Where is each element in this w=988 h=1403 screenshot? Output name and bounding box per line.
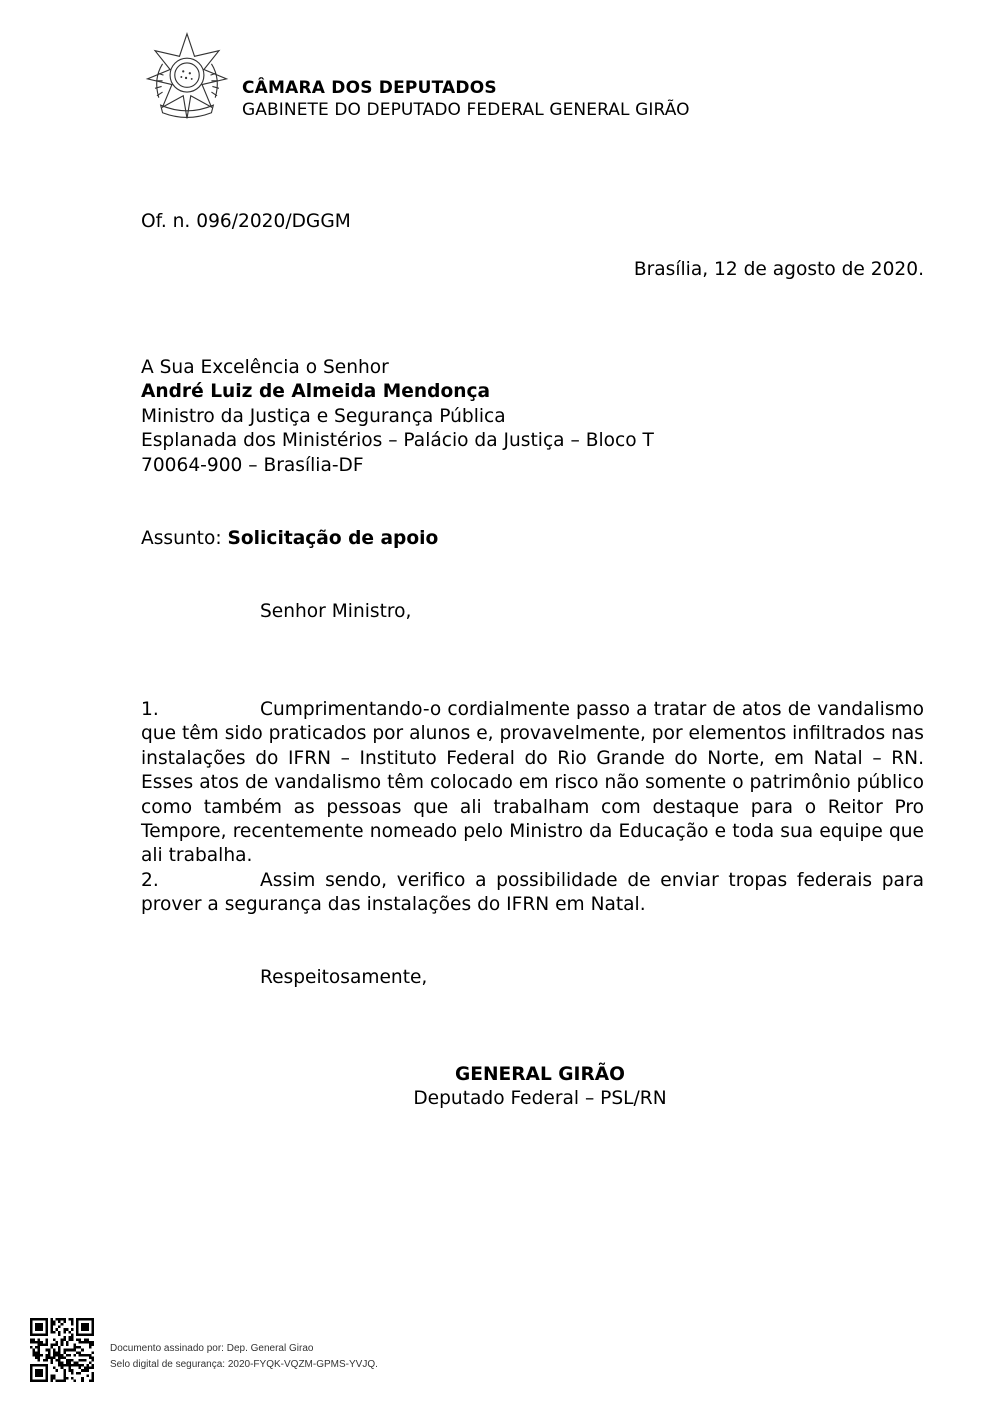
qr-code-icon[interactable]	[30, 1318, 94, 1382]
subject-label: Assunto:	[141, 528, 228, 549]
office-name: GABINETE DO DEPUTADO FEDERAL GENERAL GIRÃO	[242, 100, 690, 120]
letter-body	[141, 698, 924, 918]
letter-date: Brasília, 12 de agosto de 2020.	[633, 259, 924, 280]
institution-name: CÂMARA DOS DEPUTADOS	[242, 78, 497, 98]
recipient-block	[141, 356, 654, 478]
subject-text: Solicitação de apoio	[227, 528, 439, 549]
paragraph-number: 2.	[141, 869, 159, 891]
coat-of-arms-icon	[140, 30, 234, 124]
recipient-name: André Luiz de Almeida Mendonça	[141, 381, 491, 403]
recipient-position: Ministro da Justiça e Segurança Pública	[141, 405, 506, 427]
paragraph-2	[141, 869, 924, 918]
recipient-address: Esplanada dos Ministérios – Palácio da Justiça – Bloco T	[141, 430, 654, 452]
reference-number: Of. n. 096/2020/DGGM	[141, 211, 351, 232]
recipient-postal: 70064-900 – Brasília-DF	[141, 454, 364, 476]
closing: Respeitosamente,	[260, 967, 428, 988]
signatory-title: Deputado Federal – PSL/RN	[413, 1088, 667, 1110]
signatory-name: GENERAL GIRÃO	[455, 1064, 625, 1085]
paragraph-number: 1.	[141, 699, 159, 720]
recipient-salutation: A Sua Excelência o Senhor	[141, 357, 389, 378]
paragraph-text: Assim sendo, verifico a possibilidade de enviar tropas federais para prover a segurança das instalações do IFRN em Natal.	[141, 869, 924, 916]
signed-by-note: Documento assinado por: Dep. General Girao	[110, 1343, 314, 1354]
greeting: Senhor Ministro,	[260, 601, 412, 622]
paragraph-1	[141, 698, 924, 869]
signature-block	[300, 1063, 780, 1112]
paragraph-text: Cumprimentando-o cordialmente passo a tratar de atos de vandalismo que têm sido praticados por alunos e, provavelmente, por elementos infiltrados nas instalações do IFRN – Instituto Federal do Rio Grande do Norte, em Natal – RN. Esses atos de vandalismo têm colocado em risco não somente o patrimônio público como também as pessoas que ali trabalham com destaque para o Reitor Pro Tempore, recentemente nomeado pelo Ministro da Educação e toda sua equipe que ali trabalha.	[141, 699, 924, 867]
digital-seal-note: Selo digital de segurança: 2020-FYQK-VQZM-GPMS-YVJQ.	[110, 1359, 378, 1370]
subject-line	[141, 527, 438, 551]
